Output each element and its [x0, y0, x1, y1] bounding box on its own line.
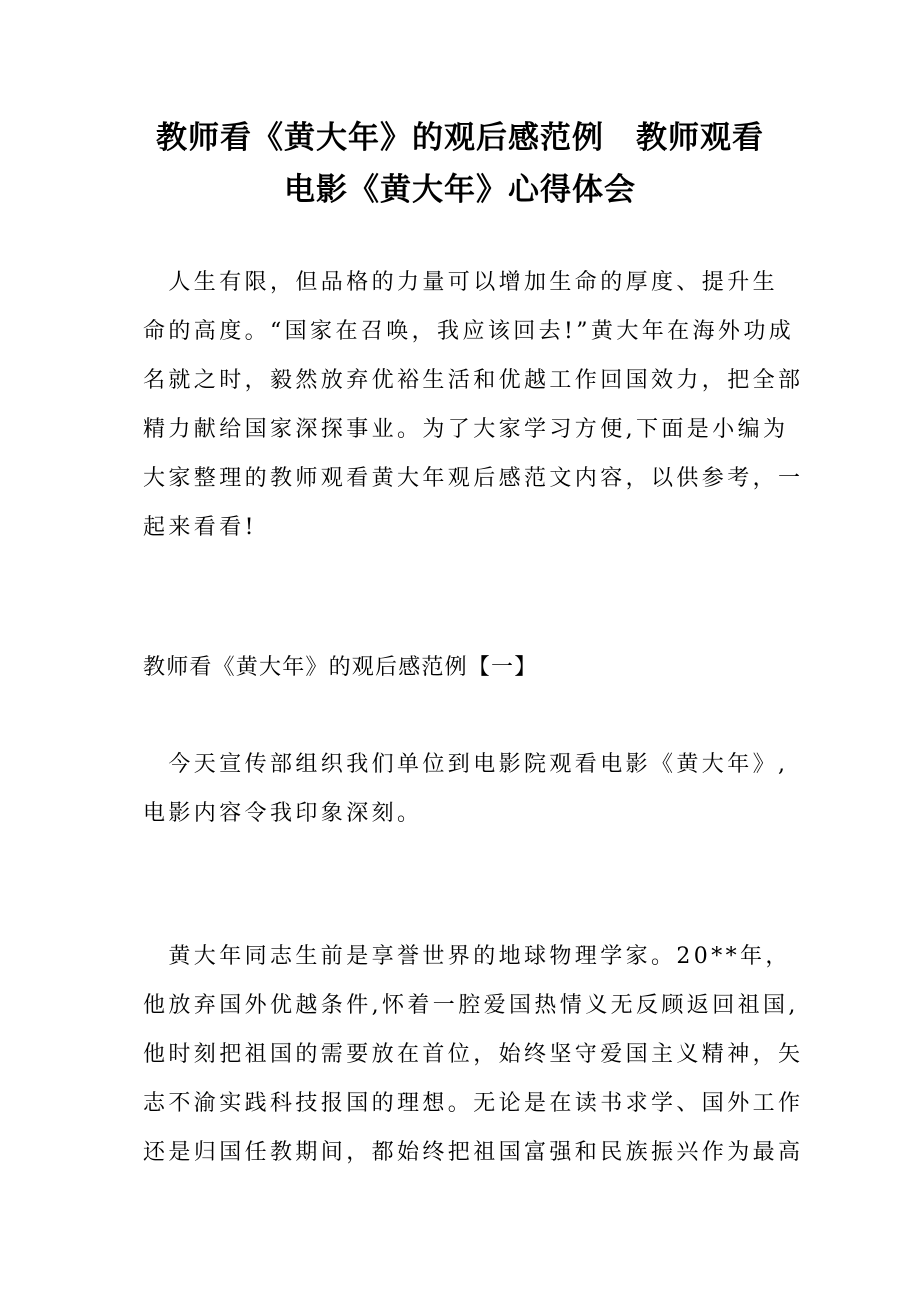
text-line: 人生有限，但品格的力量可以增加生命的厚度、提升生: [143, 270, 779, 295]
document-title: [0, 112, 920, 216]
text-line: 名就之时，毅然放弃优裕生活和优越工作回国效力，把全部: [143, 368, 804, 393]
text-line: 精力献给国家深探事业。为了大家学习方便,下面是小编为: [143, 417, 789, 442]
intro-paragraph: [143, 258, 804, 552]
title-line: 电影《黄大年》心得体会: [284, 172, 636, 208]
text-line: 还是归国任教期间，都始终把祖国富强和民族振兴作为最高: [143, 1140, 804, 1165]
section-heading: 教师看《黄大年》的观后感范例【一】: [143, 655, 538, 680]
text-line: 大家整理的教师观看黄大年观后感范文内容，以供参考，一: [143, 466, 804, 491]
text-line: 电影内容令我印象深刻。: [143, 801, 423, 826]
text-line: 志不渝实践科技报国的理想。无论是在读书求学、国外工作: [143, 1091, 804, 1116]
text-line: 命的高度。“国家在召唤，我应该回去!”黄大年在海外功成: [143, 319, 795, 344]
text-line: 今天宣传部组织我们单位到电影院观看电影《黄大年》,: [143, 752, 789, 777]
text-line: 他时刻把祖国的需要放在首位，始终坚守爱国主义精神，矢: [143, 1042, 804, 1067]
text-line: 黄大年同志生前是享誉世界的地球物理学家。20**年，: [143, 944, 791, 969]
title-line: 教师看《黄大年》的观后感范例 教师观看: [156, 120, 764, 156]
paragraph-two: [143, 932, 804, 1177]
paragraph-one: [143, 740, 789, 838]
text-line: 起来看看!: [143, 515, 257, 540]
text-line: 他放弃国外优越条件,怀着一腔爱国热情义无反顾返回祖国,: [143, 993, 799, 1018]
